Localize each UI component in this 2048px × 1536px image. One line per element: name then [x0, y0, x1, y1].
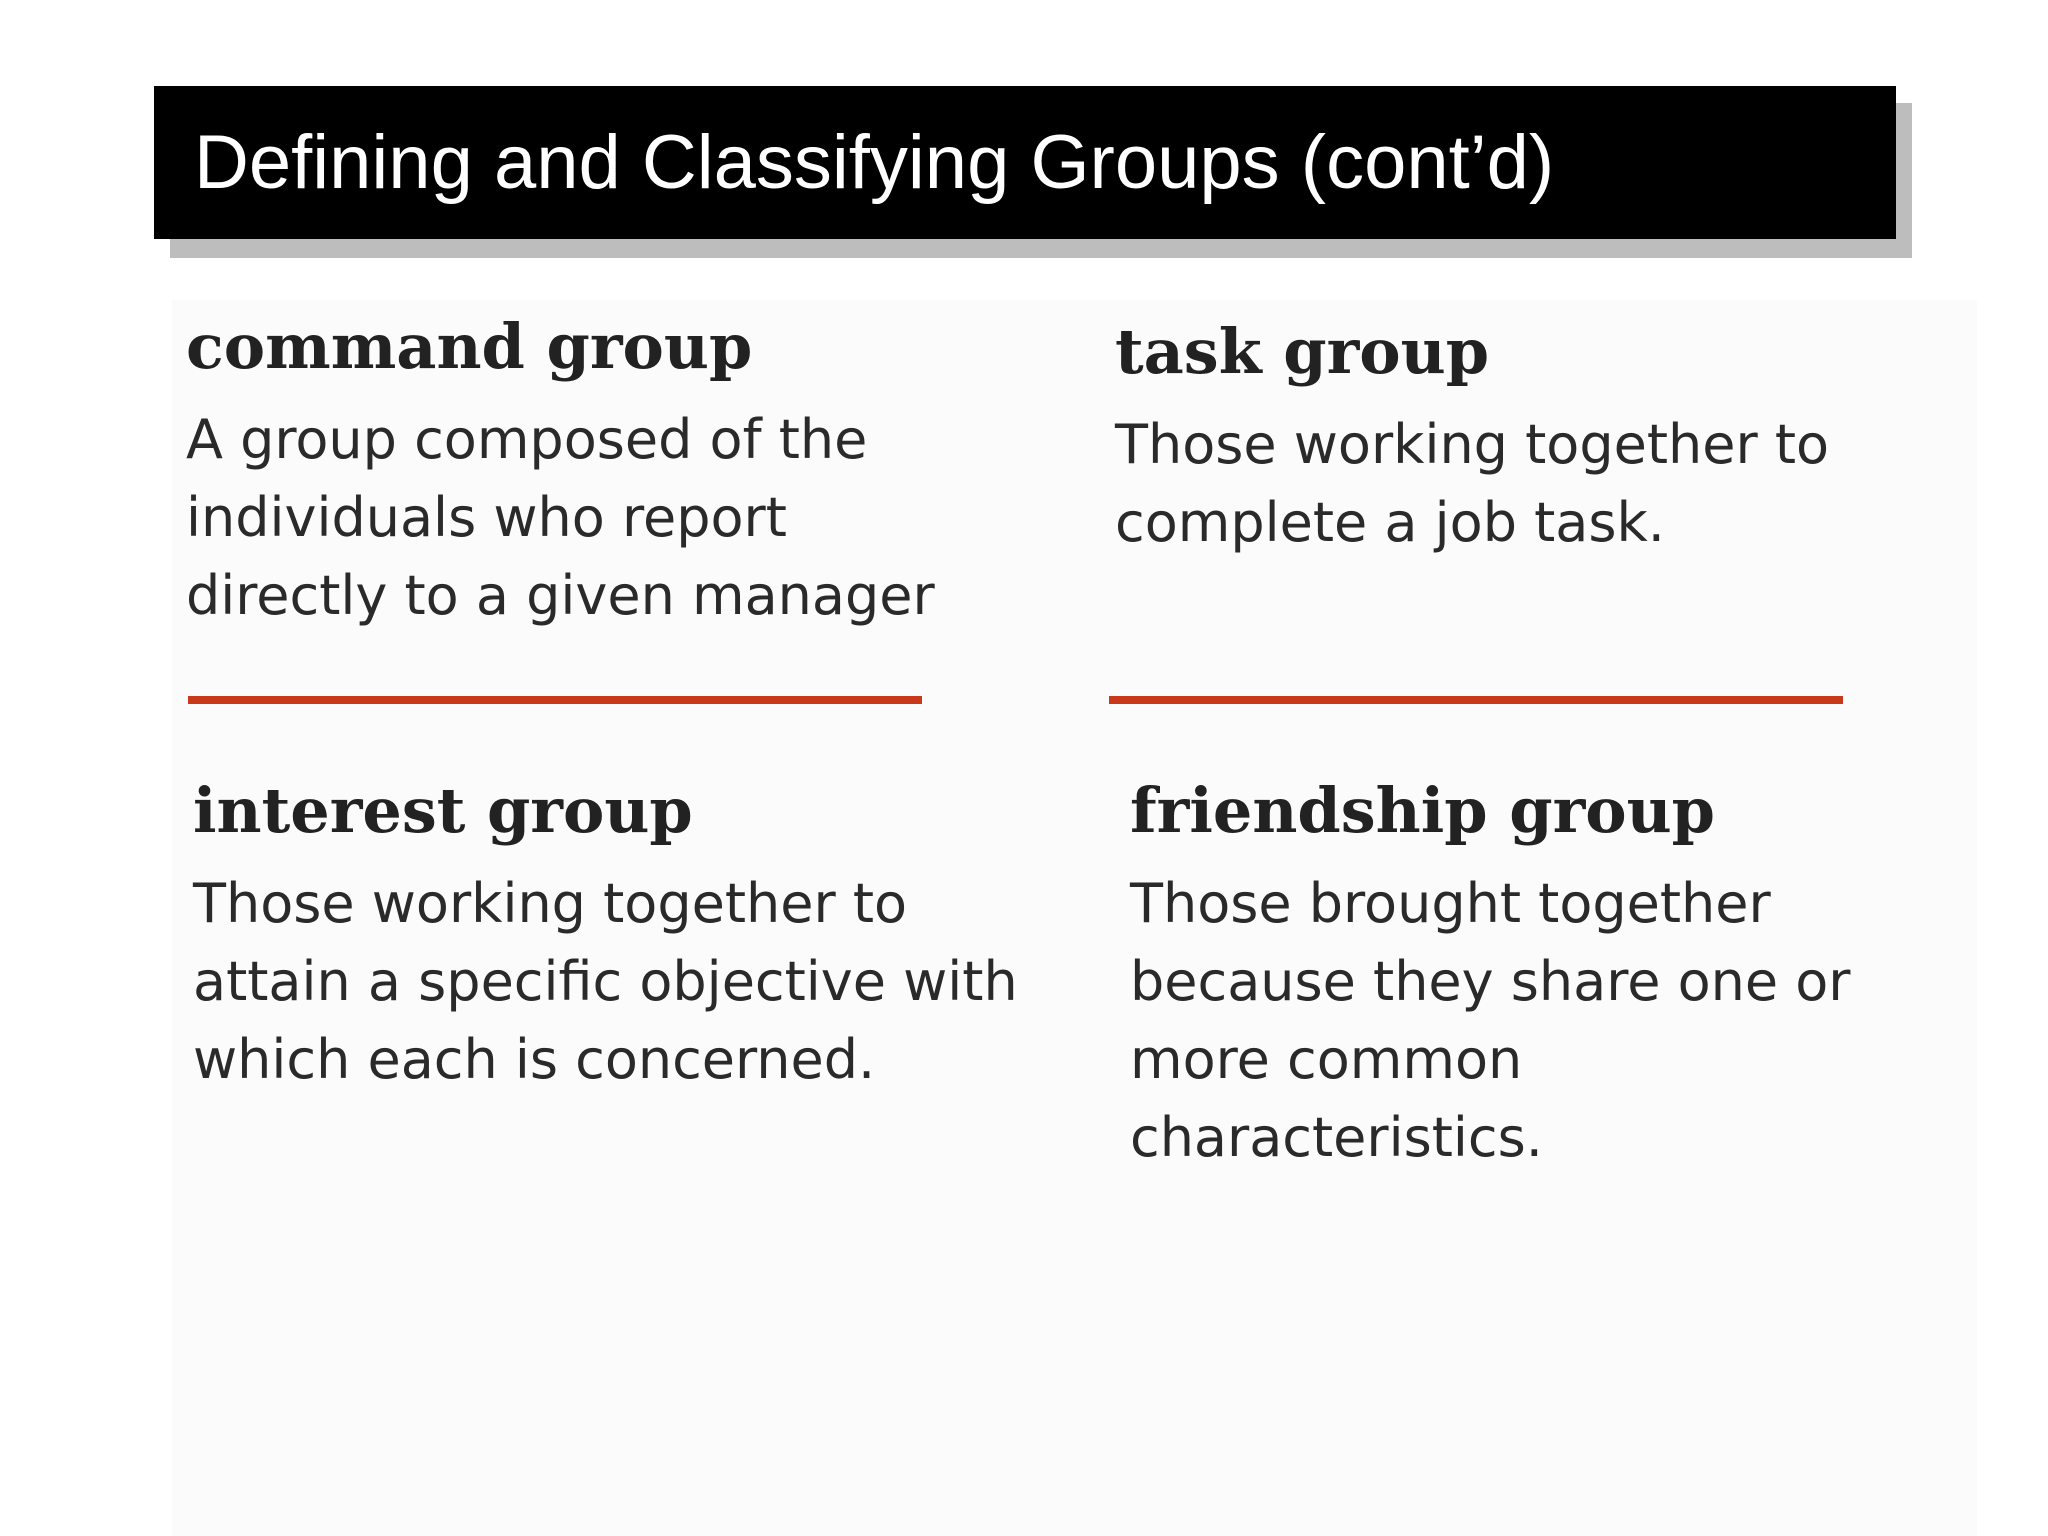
definition-line: A group composed of the	[186, 408, 868, 471]
definition-line: Those brought together	[1130, 872, 1771, 935]
slide-title: Defining and Classifying Groups (cont’d)	[194, 120, 1555, 205]
term-heading: interest group	[193, 774, 693, 847]
definition-line: individuals who report	[186, 486, 787, 549]
definition-line: characteristics.	[1130, 1106, 1543, 1169]
definition-line: Those working together to	[1115, 413, 1830, 476]
definition-line: directly to a given manager	[186, 564, 935, 627]
term-command-group	[186, 311, 1046, 635]
term-heading: command group	[186, 310, 753, 383]
term-interest-group	[193, 775, 1053, 1099]
definition-line: Those working together to	[193, 872, 908, 935]
definition-line: attain a specific objective with	[193, 950, 1018, 1013]
divider-left	[188, 696, 922, 704]
definition-line: because they share one or	[1130, 950, 1851, 1013]
term-definition	[193, 865, 1053, 1099]
term-definition	[186, 401, 1046, 635]
term-task-group	[1115, 316, 1975, 562]
definition-line: more common	[1130, 1028, 1523, 1091]
definition-line: complete a job task.	[1115, 491, 1665, 554]
title-bar	[154, 86, 1896, 239]
term-definition	[1115, 406, 1975, 562]
divider-right	[1109, 696, 1843, 704]
term-definition	[1130, 865, 1990, 1177]
definition-line: which each is concerned.	[193, 1028, 876, 1091]
term-heading: friendship group	[1130, 774, 1716, 847]
term-heading: task group	[1115, 315, 1490, 388]
term-friendship-group	[1130, 775, 1990, 1177]
